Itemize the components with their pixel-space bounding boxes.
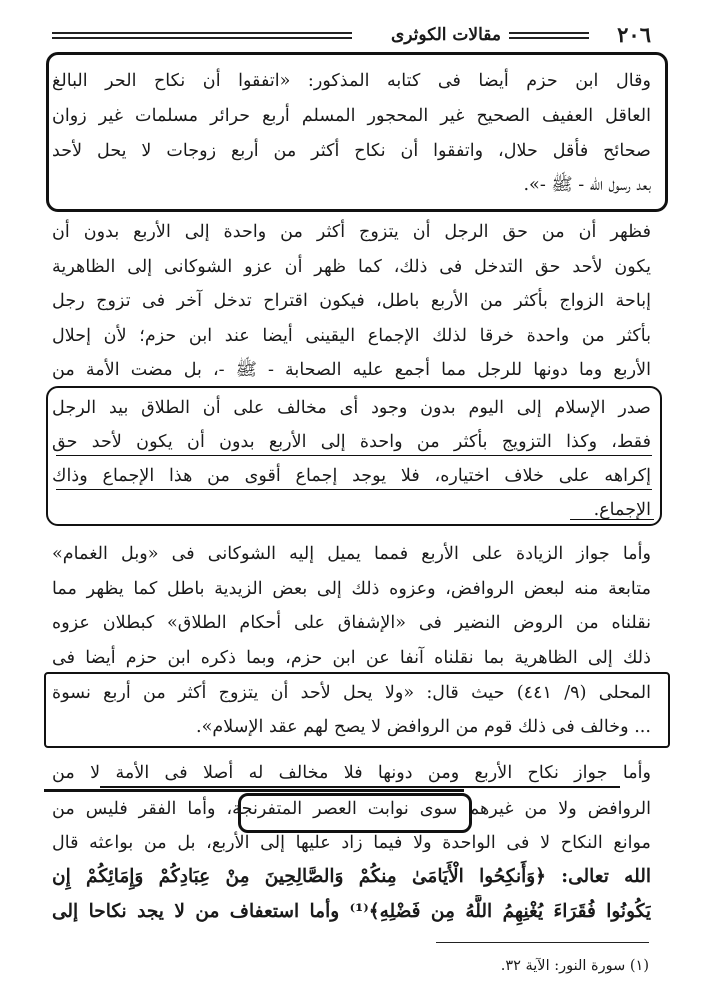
underline-mark: [44, 789, 464, 792]
text-line: ... وخالف فى ذلك قوم من الروافض لا يصح لهم عقد الإسلام».: [196, 717, 651, 737]
page-header: [52, 24, 651, 46]
text-line: الله تعالى: ﴿وَأَنكِحُوا الْأَيَامَىٰ مِنكُمْ وَالصَّالِحِينَ مِنْ عِبَادِكُمْ وَإِمَائِكُمْ إِن: [52, 866, 651, 887]
text-line: نقلناه من الروض النضير فى «الإشفاق على أحكام الطلاق» كبطلان عزوه: [52, 613, 651, 633]
underline-mark: [56, 489, 652, 490]
text-line: بعد رسول الله - ﷺ -».: [523, 175, 651, 195]
footnote-separator: [436, 942, 649, 943]
text-line: ذلك إلى الظاهرية بما نقلناه آنفا عن ابن حزم، وبما ذكره ابن حزم أيضا فى: [52, 648, 651, 668]
text-line: إكراهه على خلاف اختياره، فلا يوجد إجماع أقوى من هذا الإجماع وذاك: [52, 466, 651, 486]
text-line: الروافض ولا من غيرهم سوى نوابت العصر المتفرنجة، وأما الفقر فليس من: [52, 799, 651, 819]
text-line: يَكُونُوا فُقَرَاءَ يُغْنِهِمُ اللَّهُ مِن فَضْلِهِ﴾⁽¹⁾ وأما استعفاف من لا يجد نكاحا إلى: [52, 901, 651, 922]
text-line: الإجماع.: [593, 500, 651, 520]
text-line: الأربع وما دونها للرجل مما أجمع عليه الصحابة - ﷺ -، بل مضت الأمة من: [52, 360, 651, 380]
text-line: فقط، وكذا التزويج بأكثر من واحدة إلى الأربع بدون أن يكون لأحد حق: [52, 432, 651, 452]
text-line: وأما جواز نكاح الأربع ومن دونها فلا مخالف له أصلا فى الأمة لا من: [52, 763, 651, 783]
text-line: متابعة منه لبعض الروافض، وعزوه ذلك إلى بعض الزيدية باطل كما يظهر مما: [52, 579, 651, 599]
text-line: بأكثر من واحدة خرقا لذلك الإجماع اليقينى أيضا عند ابن حزم؛ لأن إحلال: [52, 326, 651, 346]
header-rule-right: [509, 32, 589, 39]
header-rule-left: [52, 32, 352, 39]
text-line: العاقل العفيف الصحيح غير المحجور المسلم أربع حرائر مسلمات غير زوان: [52, 106, 651, 126]
text-line: إباحة الزواج بأكثر من الأربع باطل، فيكون اقتراح تدخل آخر فى تزوج رجل: [52, 291, 651, 311]
text-line: صحائح فأقل حلال، واتفقوا أن نكاح أكثر من أربع زوجات لا يحل لأحد: [52, 141, 651, 161]
page-title: مقالات الكوثرى: [391, 25, 501, 45]
page-number: ٢٠٦: [617, 22, 651, 47]
text-line: وقال ابن حزم أيضا فى كتابه المذكور: «اتفقوا أن نكاح الحر البالغ: [52, 71, 651, 91]
footnote: (١) سورة النور: الآية ٣٢.: [500, 958, 649, 974]
underline-mark: [570, 519, 654, 520]
text-line: موانع النكاح لا فى الواحدة ولا فيما زاد عليها إلى الأربع، بل من بواعثه قال: [52, 833, 651, 853]
text-line: المحلى (٩/ ٤٤١) حيث قال: «ولا يحل لأحد أن يتزوج أكثر من أربع نسوة: [52, 683, 651, 703]
text-line: فظهر أن من حق الرجل أن يتزوج أكثر من واحدة إلى الأربع بدون أن: [52, 222, 651, 242]
text-line: يكون لأحد حق التدخل فى ذلك، كما ظهر أن عزو الشوكانى إلى الظاهرية: [52, 257, 651, 277]
underline-mark: [56, 455, 652, 456]
text-line: صدر الإسلام إلى اليوم بدون وجود أى مخالف على أن الطلاق بيد الرجل: [52, 398, 651, 418]
underline-mark: [100, 786, 620, 788]
text-line: وأما جواز الزيادة على الأربع فمما يميل إليه الشوكانى فى «وبل الغمام»: [52, 544, 651, 564]
